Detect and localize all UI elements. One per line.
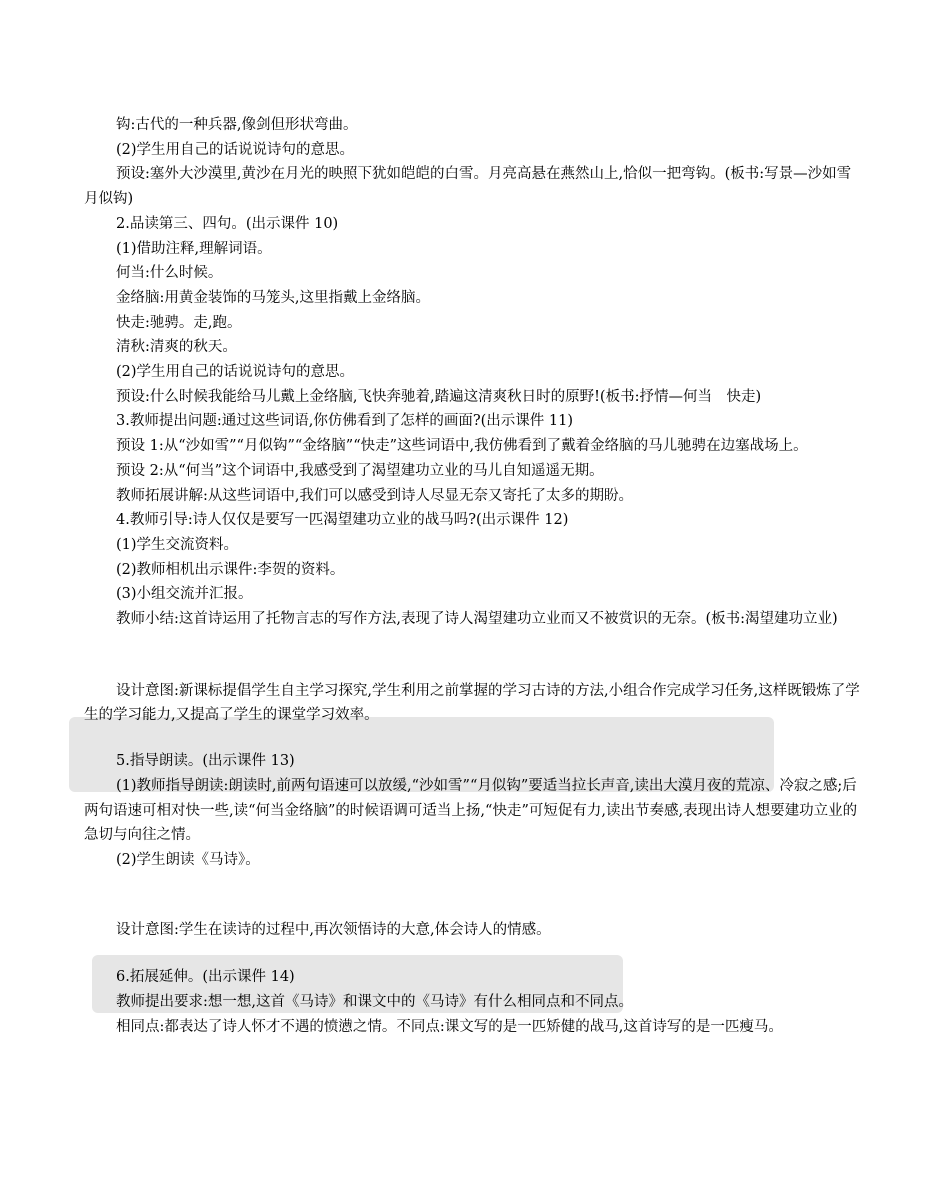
paragraph: (1)学生交流资料。 — [116, 536, 239, 553]
paragraph: 快走:驰骋。走,跑。 — [116, 314, 242, 331]
paragraph: (2)学生用自己的话说说诗句的意思。 — [116, 364, 355, 381]
paragraph: (2)教师相机出示课件:李贺的资料。 — [116, 561, 345, 578]
paragraph: (3)小组交流并汇报。 — [116, 586, 253, 603]
paragraph: 何当:什么时候。 — [116, 265, 223, 282]
document-body — [84, 113, 868, 1040]
paragraph: 教师小结:这首诗运用了托物言志的写作方法,表现了诗人渴望建功立业而又不被赏识的无奈。(板书:渴望建功立业) — [116, 611, 838, 628]
paragraph: 2.品读第三、四句。(出示课件 10) — [116, 215, 339, 232]
spacer — [84, 873, 868, 918]
spacer — [84, 632, 868, 679]
paragraph: 钩:古代的一种兵器,像剑但形状弯曲。 — [116, 117, 358, 133]
design-intent-text: 设计意图:新课标提倡学生自主学习探究,学生利用之前掌握的学习古诗的方法,小组合作完成学习任务,这样既锻炼了学生的学习能力,又提高了学生的课堂学习效率。 — [84, 682, 860, 724]
paragraph: 预设:塞外大沙漠里,黄沙在月光的映照下犹如皑皑的白雪。月亮高悬在燕然山上,恰似一把弯钩。(板书:写景—沙如雪 月似钩) — [84, 166, 866, 208]
spacer — [84, 942, 868, 965]
paragraph: 预设 2:从“何当”这个词语中,我感受到了渴望建功立业的马儿自知遥遥无期。 — [116, 462, 604, 479]
paragraph: 清秋:清爽的秋天。 — [116, 339, 237, 356]
paragraph: 教师拓展讲解:从这些词语中,我们可以感受到诗人尽显无奈又寄托了太多的期盼。 — [116, 487, 633, 504]
paragraph: (1)借助注释,理解词语。 — [116, 240, 272, 257]
paragraph: 6.拓展延伸。(出示课件 14) — [116, 969, 295, 986]
design-intent-text: 设计意图:学生在读诗的过程中,再次领悟诗的大意,体会诗人的情感。 — [116, 921, 551, 938]
paragraph: 3.教师提出问题:通过这些词语,你仿佛看到了怎样的画面?(出示课件 11) — [116, 413, 573, 430]
paragraph: 4.教师引导:诗人仅仅是要写一匹渴望建功立业的战马吗?(出示课件 12) — [116, 512, 569, 529]
paragraph: 相同点:都表达了诗人怀才不遇的愤懑之情。不同点:课文写的是一匹矫健的战马,这首诗写的是一匹瘦马。 — [116, 1018, 783, 1035]
paragraph: (2)学生朗读《马诗》。 — [116, 851, 260, 868]
paragraph: (2)学生用自己的话说说诗句的意思。 — [116, 141, 355, 158]
paragraph: 预设:什么时候我能给马儿戴上金络脑,飞快奔驰着,踏遍这清爽秋日时的原野!(板书:抒情—何当 快走) — [116, 388, 762, 405]
paragraph: (1)教师指导朗读:朗读时,前两句语速可以放缓,“沙如雪”“月似钩”要适当拉长声音,读出大漠月夜的荒凉、冷寂之感;后两句语速可相对快一些,读“何当金络脑”的时候语调可适当上扬,“快走”可短促有力,读出节奏感,表现出诗人想要建功立业的急切与向往之情。 — [84, 777, 858, 844]
paragraph: 金络脑:用黄金装饰的马笼头,这里指戴上金络脑。 — [116, 289, 430, 306]
paragraph: 5.指导朗读。(出示课件 13) — [116, 753, 295, 770]
spacer — [84, 728, 868, 749]
paragraph: 教师提出要求:想一想,这首《马诗》和课文中的《马诗》有什么相同点和不同点。 — [116, 994, 633, 1011]
paragraph: 预设 1:从“沙如雪”“月似钩”“金络脑”“快走”这些词语中,我仿佛看到了戴着金络脑的马儿驰骋在边塞战场上。 — [116, 438, 808, 455]
